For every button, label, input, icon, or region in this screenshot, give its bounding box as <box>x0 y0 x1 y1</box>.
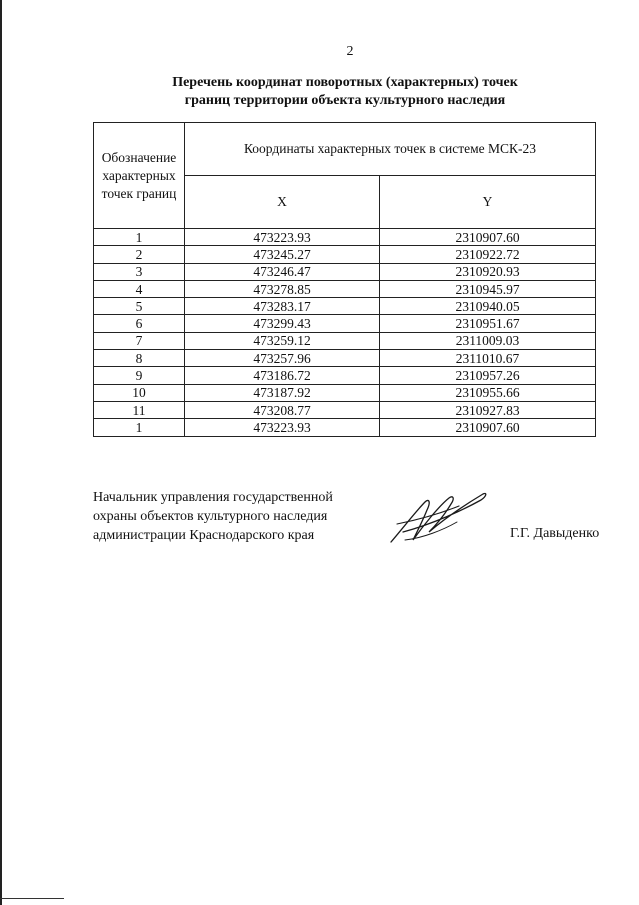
table-row <box>94 401 596 418</box>
y-coordinate-cell: 2310920.93 <box>380 263 596 280</box>
table-row <box>94 367 596 384</box>
x-column-header: X <box>185 176 380 229</box>
coordinates-group-header: Координаты характерных точек в системе МСК-23 <box>185 123 596 176</box>
point-number-cell: 5 <box>94 298 185 315</box>
x-coordinate-cell: 473278.85 <box>185 280 380 297</box>
y-coordinate-cell: 2310922.72 <box>380 246 596 263</box>
point-label-header <box>94 123 185 229</box>
x-coordinate-cell: 473257.96 <box>185 350 380 367</box>
page-number: 2 <box>346 44 354 59</box>
point-number-cell: 8 <box>94 350 185 367</box>
title-line-1: Перечень координат поворотных (характерных) точек <box>172 75 518 90</box>
signer-position <box>93 488 333 545</box>
table-row <box>94 419 596 436</box>
x-coordinate-cell: 473299.43 <box>185 315 380 332</box>
point-number-cell: 7 <box>94 332 185 349</box>
point-number-cell: 2 <box>94 246 185 263</box>
title-line-2: границ территории объекта культурного наследия <box>184 93 506 108</box>
x-coordinate-cell: 473246.47 <box>185 263 380 280</box>
y-coordinate-cell: 2310955.66 <box>380 384 596 401</box>
point-number-cell: 6 <box>94 315 185 332</box>
x-coordinate-cell: 473283.17 <box>185 298 380 315</box>
coordinates-table <box>93 122 596 437</box>
signer-position-line: администрации Краснодарского края <box>93 528 315 543</box>
y-coordinate-cell: 2310940.05 <box>380 298 596 315</box>
x-coordinate-cell: 473208.77 <box>185 401 380 418</box>
y-coordinate-cell: 2311010.67 <box>380 350 596 367</box>
point-number-cell: 11 <box>94 401 185 418</box>
point-label-header-line: точек границ <box>101 185 177 201</box>
table-row <box>94 384 596 401</box>
point-number-cell: 9 <box>94 367 185 384</box>
table-row <box>94 229 596 246</box>
signer-position-line: охраны объектов культурного наследия <box>93 509 328 524</box>
table-body <box>94 229 596 437</box>
point-label-header-line: Обозначение <box>101 149 177 165</box>
bottom-margin-line <box>0 898 64 899</box>
table-row <box>94 298 596 315</box>
y-coordinate-cell: 2311009.03 <box>380 332 596 349</box>
document-title <box>95 74 595 110</box>
x-coordinate-cell: 473187.92 <box>185 384 380 401</box>
x-coordinate-cell: 473223.93 <box>185 229 380 246</box>
y-coordinate-cell: 2310907.60 <box>380 229 596 246</box>
point-number-cell: 3 <box>94 263 185 280</box>
y-coordinate-cell: 2310957.26 <box>380 367 596 384</box>
x-coordinate-cell: 473245.27 <box>185 246 380 263</box>
table-header-row <box>94 123 596 176</box>
y-coordinate-cell: 2310945.97 <box>380 280 596 297</box>
point-number-cell: 4 <box>94 280 185 297</box>
table-row <box>94 350 596 367</box>
handwritten-signature <box>383 480 493 550</box>
y-coordinate-cell: 2310927.83 <box>380 401 596 418</box>
x-coordinate-cell: 473223.93 <box>185 419 380 436</box>
signer-position-line: Начальник управления государственной <box>93 490 333 505</box>
table-row <box>94 280 596 297</box>
point-number-cell: 10 <box>94 384 185 401</box>
x-coordinate-cell: 473186.72 <box>185 367 380 384</box>
table-row <box>94 332 596 349</box>
point-number-cell: 1 <box>94 229 185 246</box>
x-coordinate-cell: 473259.12 <box>185 332 380 349</box>
page-left-edge <box>0 0 2 905</box>
y-column-header: Y <box>380 176 596 229</box>
y-coordinate-cell: 2310907.60 <box>380 419 596 436</box>
point-number-cell: 1 <box>94 419 185 436</box>
signer-name: Г.Г. Давыденко <box>510 526 600 541</box>
table-row <box>94 263 596 280</box>
y-coordinate-cell: 2310951.67 <box>380 315 596 332</box>
point-label-header-line: характерных <box>102 167 176 183</box>
table-row <box>94 315 596 332</box>
table-row <box>94 246 596 263</box>
